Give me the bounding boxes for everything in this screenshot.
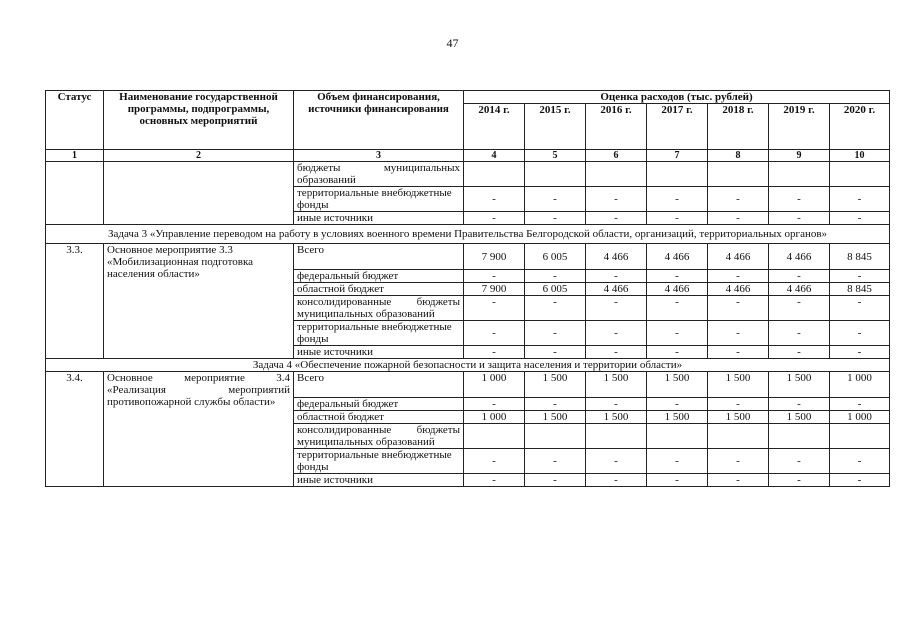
header-funding: Объем финансирования, источники финансирования — [294, 91, 464, 150]
funding-source: иные источники — [294, 212, 464, 225]
value-cell: - — [647, 270, 708, 283]
value-cell: 4 466 — [708, 244, 769, 270]
header-status: Статус — [46, 91, 104, 150]
task-title: Задача 3 «Управление переводом на работу в условиях военного времени Правительства Белгородской области, организаций, территориальных органов» — [46, 225, 890, 244]
value-cell: - — [647, 398, 708, 411]
value-cell: - — [647, 474, 708, 487]
value-cell — [586, 162, 647, 187]
header-year: 2016 г. — [586, 104, 647, 150]
funding-source: консолидированные бюджеты муниципальных образований — [294, 424, 464, 449]
value-cell: - — [586, 474, 647, 487]
column-number: 8 — [708, 150, 769, 162]
value-cell: - — [769, 296, 830, 321]
value-cell: - — [647, 187, 708, 212]
value-cell: - — [830, 296, 890, 321]
status-cell: 3.3. — [46, 244, 104, 359]
value-cell — [830, 162, 890, 187]
value-cell: 1 000 — [464, 411, 525, 424]
value-cell: - — [586, 212, 647, 225]
funding-source: территориальные внебюджетные фонды — [294, 449, 464, 474]
funding-source: иные источники — [294, 474, 464, 487]
value-cell: - — [464, 212, 525, 225]
value-cell: - — [769, 449, 830, 474]
header-year: 2014 г. — [464, 104, 525, 150]
value-cell: 4 466 — [647, 244, 708, 270]
table-row — [46, 372, 890, 398]
value-cell — [586, 424, 647, 449]
value-cell — [830, 424, 890, 449]
value-cell: - — [464, 346, 525, 359]
value-cell: - — [525, 398, 586, 411]
funding-source: Всего — [294, 372, 464, 398]
table-row — [46, 244, 890, 270]
value-cell: 1 000 — [464, 372, 525, 398]
value-cell: 4 466 — [586, 283, 647, 296]
column-number: 3 — [294, 150, 464, 162]
header-estimate: Оценка расходов (тыс. рублей) — [464, 91, 890, 104]
value-cell: - — [525, 346, 586, 359]
value-cell: 4 466 — [586, 244, 647, 270]
value-cell: 1 500 — [586, 372, 647, 398]
value-cell: 1 000 — [830, 411, 890, 424]
value-cell: - — [586, 270, 647, 283]
funding-source: территориальные внебюджетные фонды — [294, 187, 464, 212]
table-row — [46, 162, 890, 187]
funding-source: федеральный бюджет — [294, 270, 464, 283]
value-cell: - — [708, 398, 769, 411]
value-cell: 7 900 — [464, 283, 525, 296]
value-cell: - — [830, 212, 890, 225]
funding-source: консолидированные бюджеты муниципальных образований — [294, 296, 464, 321]
value-cell: - — [525, 187, 586, 212]
value-cell: - — [708, 474, 769, 487]
value-cell: - — [647, 296, 708, 321]
column-number: 10 — [830, 150, 890, 162]
value-cell: 6 005 — [525, 283, 586, 296]
value-cell: - — [830, 187, 890, 212]
value-cell: - — [708, 296, 769, 321]
value-cell: - — [586, 346, 647, 359]
value-cell: - — [708, 346, 769, 359]
value-cell: 1 500 — [525, 372, 586, 398]
value-cell — [525, 424, 586, 449]
value-cell: - — [647, 449, 708, 474]
value-cell: 1 500 — [769, 411, 830, 424]
value-cell: - — [830, 321, 890, 346]
value-cell: 1 500 — [647, 372, 708, 398]
value-cell: 8 845 — [830, 283, 890, 296]
funding-source: иные источники — [294, 346, 464, 359]
header-year: 2019 г. — [769, 104, 830, 150]
value-cell: 7 900 — [464, 244, 525, 270]
value-cell: 4 466 — [769, 244, 830, 270]
status-cell — [46, 162, 104, 225]
value-cell — [647, 162, 708, 187]
funding-source: федеральный бюджет — [294, 398, 464, 411]
value-cell: - — [708, 187, 769, 212]
value-cell: - — [525, 321, 586, 346]
column-number: 1 — [46, 150, 104, 162]
name-cell: Основное мероприятие 3.3 «Мобилизационная подготовка населения области» — [104, 244, 294, 359]
value-cell: - — [586, 187, 647, 212]
value-cell: - — [586, 296, 647, 321]
value-cell: - — [586, 321, 647, 346]
value-cell: - — [464, 449, 525, 474]
column-number: 4 — [464, 150, 525, 162]
value-cell: 1 500 — [708, 411, 769, 424]
value-cell: - — [525, 474, 586, 487]
value-cell: - — [464, 474, 525, 487]
value-cell: - — [525, 212, 586, 225]
expenditure-table — [45, 90, 890, 487]
value-cell: - — [769, 187, 830, 212]
page-number: 47 — [446, 36, 459, 50]
value-cell: - — [830, 398, 890, 411]
funding-source: бюджеты муниципальных образований — [294, 162, 464, 187]
value-cell: - — [830, 449, 890, 474]
funding-source: областной бюджет — [294, 411, 464, 424]
value-cell: - — [708, 270, 769, 283]
funding-source: Всего — [294, 244, 464, 270]
value-cell — [464, 424, 525, 449]
value-cell: - — [464, 187, 525, 212]
value-cell: - — [464, 398, 525, 411]
value-cell: 1 500 — [769, 372, 830, 398]
task-row — [46, 225, 890, 244]
header-year: 2020 г. — [830, 104, 890, 150]
value-cell: - — [647, 346, 708, 359]
funding-source: областной бюджет — [294, 283, 464, 296]
column-number: 2 — [104, 150, 294, 162]
value-cell: - — [830, 270, 890, 283]
value-cell — [647, 424, 708, 449]
value-cell: - — [769, 321, 830, 346]
value-cell: - — [464, 296, 525, 321]
value-cell: - — [769, 398, 830, 411]
value-cell: - — [769, 474, 830, 487]
value-cell: 1 500 — [647, 411, 708, 424]
value-cell — [525, 162, 586, 187]
value-cell: 6 005 — [525, 244, 586, 270]
value-cell: - — [464, 270, 525, 283]
header-name: Наименование государственной программы, подпрограммы, основных мероприятий — [104, 91, 294, 150]
column-number: 7 — [647, 150, 708, 162]
value-cell: 4 466 — [708, 283, 769, 296]
value-cell — [708, 424, 769, 449]
value-cell: - — [647, 212, 708, 225]
value-cell: - — [586, 449, 647, 474]
value-cell — [464, 162, 525, 187]
column-number: 9 — [769, 150, 830, 162]
value-cell — [769, 162, 830, 187]
value-cell: - — [830, 346, 890, 359]
funding-source: территориальные внебюджетные фонды — [294, 321, 464, 346]
value-cell: - — [708, 449, 769, 474]
value-cell: - — [769, 346, 830, 359]
name-cell — [104, 162, 294, 225]
value-cell: - — [647, 321, 708, 346]
value-cell: - — [830, 474, 890, 487]
value-cell: - — [769, 270, 830, 283]
column-number: 6 — [586, 150, 647, 162]
value-cell: - — [525, 270, 586, 283]
value-cell: - — [586, 398, 647, 411]
value-cell: - — [464, 321, 525, 346]
task-title: Задача 4 «Обеспечение пожарной безопасности и защита населения и территории области» — [46, 359, 890, 372]
value-cell: 1 500 — [586, 411, 647, 424]
name-cell: Основное мероприятие 3.4 «Реализация мероприятий противопожарной службы области» — [104, 372, 294, 487]
value-cell: 1 500 — [525, 411, 586, 424]
value-cell: - — [769, 212, 830, 225]
value-cell — [708, 162, 769, 187]
column-number: 5 — [525, 150, 586, 162]
header-year: 2015 г. — [525, 104, 586, 150]
value-cell: - — [525, 449, 586, 474]
value-cell: - — [525, 296, 586, 321]
value-cell — [769, 424, 830, 449]
column-number-row — [46, 150, 890, 162]
value-cell: 8 845 — [830, 244, 890, 270]
header-year: 2018 г. — [708, 104, 769, 150]
value-cell: 1 000 — [830, 372, 890, 398]
task-row — [46, 359, 890, 372]
value-cell: - — [708, 212, 769, 225]
value-cell: 4 466 — [647, 283, 708, 296]
status-cell: 3.4. — [46, 372, 104, 487]
value-cell: 4 466 — [769, 283, 830, 296]
value-cell: - — [708, 321, 769, 346]
value-cell: 1 500 — [708, 372, 769, 398]
header-year: 2017 г. — [647, 104, 708, 150]
